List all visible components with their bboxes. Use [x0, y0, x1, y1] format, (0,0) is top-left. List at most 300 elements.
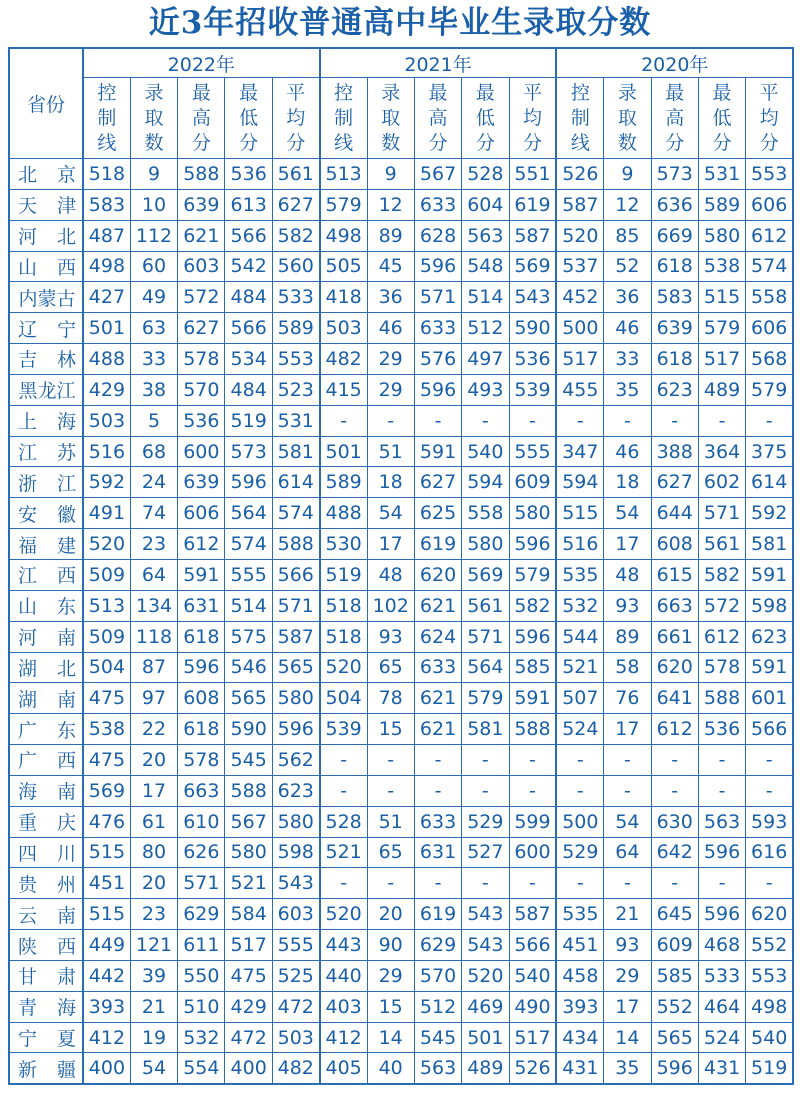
score-cell: 596 [651, 1053, 698, 1084]
score-cell: - [462, 775, 509, 806]
table-row [9, 313, 793, 344]
score-cell: 469 [462, 991, 509, 1022]
score-cell: 553 [272, 344, 319, 375]
score-cell: 588 [272, 529, 319, 560]
score-cell: 15 [367, 714, 414, 745]
score-cell: 518 [83, 159, 130, 190]
score-cell: 22 [130, 714, 177, 745]
province-name: 安 徽 [18, 503, 76, 526]
column-header-label: 最 低 分 [712, 81, 732, 154]
score-cell: 513 [320, 159, 367, 190]
score-cell: 134 [130, 590, 177, 621]
table-row [9, 1022, 793, 1053]
province-name: 河 南 [18, 627, 76, 650]
score-cell: 579 [746, 374, 793, 405]
score-cell: 633 [414, 806, 461, 837]
score-cell: 54 [604, 498, 651, 529]
score-cell: 515 [698, 282, 745, 313]
score-cell: - [556, 775, 603, 806]
score-cell: 563 [414, 1053, 461, 1084]
province-name: 江 西 [18, 565, 76, 588]
score-cell: 627 [272, 189, 319, 220]
score-cell: - [462, 745, 509, 776]
score-cell: 14 [367, 1022, 414, 1053]
column-header [462, 78, 509, 159]
score-cell: 533 [272, 282, 319, 313]
score-cell: 620 [414, 559, 461, 590]
score-cell: 582 [509, 590, 556, 621]
province-name: 江 苏 [18, 442, 76, 465]
score-cell: 33 [130, 344, 177, 375]
score-cell: 576 [414, 344, 461, 375]
score-cell: 589 [272, 313, 319, 344]
score-cell: 118 [130, 621, 177, 652]
table-row [9, 590, 793, 621]
table-row [9, 529, 793, 560]
column-header-label: 录 取 数 [381, 81, 401, 154]
score-cell: 603 [178, 251, 225, 282]
score-cell: - [320, 405, 367, 436]
score-cell: 588 [698, 683, 745, 714]
score-cell: - [698, 775, 745, 806]
score-cell: 544 [556, 621, 603, 652]
score-cell: 628 [414, 220, 461, 251]
column-header-label: 最 高 分 [191, 81, 211, 154]
score-cell: 616 [746, 837, 793, 868]
score-cell: 636 [651, 189, 698, 220]
province-name: 陕 西 [18, 935, 76, 958]
score-cell: - [651, 745, 698, 776]
column-header [604, 78, 651, 159]
score-cell: 535 [556, 559, 603, 590]
score-cell: 581 [272, 436, 319, 467]
score-cell: 489 [462, 1053, 509, 1084]
score-cell: 517 [698, 344, 745, 375]
table-row [9, 868, 793, 899]
province-cell [9, 683, 83, 714]
score-cell: 558 [746, 282, 793, 313]
score-cell: 488 [320, 498, 367, 529]
score-cell: 20 [130, 868, 177, 899]
column-header-label: 最 低 分 [239, 81, 259, 154]
table-row [9, 344, 793, 375]
score-cell: 29 [604, 960, 651, 991]
province-name: 甘 肃 [18, 966, 76, 989]
score-cell: 574 [225, 529, 272, 560]
score-cell: 85 [604, 220, 651, 251]
score-cell: 403 [320, 991, 367, 1022]
score-cell: 375 [746, 436, 793, 467]
score-cell: 550 [178, 960, 225, 991]
score-cell: 613 [225, 189, 272, 220]
score-cell: 524 [698, 1022, 745, 1053]
province-name: 山 西 [18, 256, 76, 279]
score-cell: 451 [556, 930, 603, 961]
score-cell: 609 [651, 930, 698, 961]
score-cell: 17 [367, 529, 414, 560]
score-cell: 619 [509, 189, 556, 220]
score-cell: 24 [130, 467, 177, 498]
score-cell: 596 [414, 374, 461, 405]
province-cell [9, 930, 83, 961]
score-cell: 532 [178, 1022, 225, 1053]
column-header-label: 控 制 线 [97, 81, 117, 154]
score-cell: 560 [272, 251, 319, 282]
score-cell: - [698, 868, 745, 899]
score-cell: - [462, 868, 509, 899]
province-name: 四 川 [18, 842, 76, 865]
column-header-label: 平 均 分 [522, 81, 542, 154]
score-cell: 587 [556, 189, 603, 220]
score-cell: 347 [556, 436, 603, 467]
score-cell: 530 [320, 529, 367, 560]
score-cell: - [651, 405, 698, 436]
score-cell: 543 [462, 930, 509, 961]
province-cell [9, 436, 83, 467]
score-cell: 74 [130, 498, 177, 529]
column-header [272, 78, 319, 159]
score-cell: 620 [651, 652, 698, 683]
score-cell: 565 [651, 1022, 698, 1053]
score-cell: 553 [746, 960, 793, 991]
score-cell: 519 [320, 559, 367, 590]
province-cell [9, 559, 83, 590]
province-name: 吉 林 [18, 349, 76, 372]
score-cell: 434 [556, 1022, 603, 1053]
score-cell: 514 [462, 282, 509, 313]
province-cell [9, 220, 83, 251]
score-cell: 519 [746, 1053, 793, 1084]
score-cell: 431 [556, 1053, 603, 1084]
score-cell: 551 [509, 159, 556, 190]
score-cell: 633 [414, 189, 461, 220]
score-cell: 611 [178, 930, 225, 961]
score-cell: 526 [556, 159, 603, 190]
score-cell: 618 [651, 344, 698, 375]
score-cell: 571 [698, 498, 745, 529]
score-cell: 493 [462, 374, 509, 405]
province-cell [9, 868, 83, 899]
score-cell: 569 [83, 775, 130, 806]
score-cell: 598 [272, 837, 319, 868]
score-cell: 528 [462, 159, 509, 190]
score-cell: 608 [178, 683, 225, 714]
score-cell: 76 [604, 683, 651, 714]
score-cell: 552 [651, 991, 698, 1022]
score-cell: 498 [83, 251, 130, 282]
score-cell: 418 [320, 282, 367, 313]
score-cell: 33 [604, 344, 651, 375]
score-cell: 519 [225, 405, 272, 436]
score-cell: 497 [462, 344, 509, 375]
province-name: 湖 南 [18, 688, 76, 711]
score-cell: 552 [746, 930, 793, 961]
score-cell: - [556, 868, 603, 899]
score-cell: 567 [225, 806, 272, 837]
score-cell: 412 [320, 1022, 367, 1053]
province-name: 山 东 [18, 596, 76, 619]
score-cell: 65 [367, 837, 414, 868]
score-cell: 36 [367, 282, 414, 313]
score-cell: 48 [367, 559, 414, 590]
score-cell: 516 [556, 529, 603, 560]
province-name: 浙 江 [18, 472, 76, 495]
score-cell: 472 [225, 1022, 272, 1053]
score-cell: 555 [509, 436, 556, 467]
score-cell: 543 [462, 899, 509, 930]
score-cell: 574 [746, 251, 793, 282]
score-cell: 588 [225, 775, 272, 806]
score-cell: 627 [414, 467, 461, 498]
score-cell: 400 [83, 1053, 130, 1084]
score-cell: 585 [509, 652, 556, 683]
table-row [9, 189, 793, 220]
score-cell: 35 [604, 374, 651, 405]
score-cell: 561 [272, 159, 319, 190]
column-header [367, 78, 414, 159]
score-cell: 608 [651, 529, 698, 560]
score-cell: 582 [698, 559, 745, 590]
score-cell: 535 [556, 899, 603, 930]
province-cell [9, 775, 83, 806]
year-2022-header: 2022年 [83, 48, 320, 78]
score-cell: 15 [367, 991, 414, 1022]
score-cell: 58 [604, 652, 651, 683]
score-cell: 17 [604, 714, 651, 745]
score-cell: 606 [746, 313, 793, 344]
score-cell: 12 [604, 189, 651, 220]
province-cell [9, 405, 83, 436]
score-cell: - [414, 745, 461, 776]
score-cell: 578 [698, 652, 745, 683]
score-cell: 9 [367, 159, 414, 190]
column-header [509, 78, 556, 159]
score-cell: 521 [225, 868, 272, 899]
score-cell: 545 [414, 1022, 461, 1053]
score-cell: 443 [320, 930, 367, 961]
column-header-row [9, 78, 793, 159]
score-cell: 500 [556, 313, 603, 344]
province-cell [9, 529, 83, 560]
score-cell: 583 [83, 189, 130, 220]
province-cell [9, 590, 83, 621]
score-cell: 536 [698, 714, 745, 745]
score-cell: 412 [83, 1022, 130, 1053]
score-cell: 512 [462, 313, 509, 344]
score-cell: - [414, 868, 461, 899]
year-2020-header: 2020年 [556, 48, 793, 78]
score-cell: 590 [225, 714, 272, 745]
score-cell: 503 [272, 1022, 319, 1053]
score-cell: 533 [698, 960, 745, 991]
score-cell: 618 [651, 251, 698, 282]
province-name: 内蒙古 [18, 287, 76, 310]
score-cell: 540 [746, 1022, 793, 1053]
score-cell: 38 [130, 374, 177, 405]
score-cell: 102 [367, 590, 414, 621]
score-cell: - [414, 775, 461, 806]
province-cell [9, 745, 83, 776]
score-cell: 5 [130, 405, 177, 436]
score-cell: 23 [130, 529, 177, 560]
score-cell: 488 [83, 344, 130, 375]
score-cell: 621 [414, 683, 461, 714]
score-cell: 609 [509, 467, 556, 498]
province-cell [9, 374, 83, 405]
score-cell: 612 [746, 220, 793, 251]
score-cell: 51 [367, 806, 414, 837]
province-name: 福 建 [18, 534, 76, 557]
score-cell: 633 [414, 313, 461, 344]
score-cell: 585 [651, 960, 698, 991]
province-name: 贵 州 [18, 873, 76, 896]
score-cell: 555 [225, 559, 272, 590]
column-header-label: 控 制 线 [334, 81, 354, 154]
score-cell: 515 [556, 498, 603, 529]
score-cell: 484 [225, 374, 272, 405]
score-cell: 614 [746, 467, 793, 498]
score-cell: 12 [367, 189, 414, 220]
score-cell: - [556, 405, 603, 436]
admission-score-table [8, 47, 794, 1085]
score-cell: 93 [367, 621, 414, 652]
score-cell: 621 [414, 590, 461, 621]
score-cell: 536 [225, 159, 272, 190]
score-cell: - [604, 405, 651, 436]
column-header-label: 最 低 分 [475, 81, 495, 154]
score-cell: 596 [509, 529, 556, 560]
score-cell: 592 [83, 467, 130, 498]
score-cell: - [509, 868, 556, 899]
province-cell [9, 313, 83, 344]
score-cell: - [367, 868, 414, 899]
score-cell: 23 [130, 899, 177, 930]
table-row [9, 436, 793, 467]
score-cell: 574 [272, 498, 319, 529]
table-row [9, 960, 793, 991]
score-cell: 513 [83, 590, 130, 621]
score-cell: 452 [556, 282, 603, 313]
score-cell: 631 [414, 837, 461, 868]
score-cell: 594 [556, 467, 603, 498]
score-cell: 52 [604, 251, 651, 282]
score-cell: 49 [130, 282, 177, 313]
score-cell: 579 [698, 313, 745, 344]
score-cell: 591 [178, 559, 225, 590]
score-cell: 515 [83, 837, 130, 868]
score-cell: 472 [272, 991, 319, 1022]
score-cell: 593 [746, 806, 793, 837]
score-cell: 20 [367, 899, 414, 930]
score-cell: 629 [414, 930, 461, 961]
score-cell: 600 [509, 837, 556, 868]
score-cell: 529 [462, 806, 509, 837]
score-cell: 498 [746, 991, 793, 1022]
score-cell: 475 [225, 960, 272, 991]
province-cell [9, 159, 83, 190]
score-cell: 563 [462, 220, 509, 251]
score-cell: 29 [367, 344, 414, 375]
score-cell: 580 [272, 806, 319, 837]
score-cell: 540 [509, 960, 556, 991]
table-row [9, 930, 793, 961]
score-cell: 627 [178, 313, 225, 344]
score-cell: - [698, 405, 745, 436]
province-name: 海 南 [18, 781, 76, 804]
score-cell: 39 [130, 960, 177, 991]
score-cell: - [604, 775, 651, 806]
province-cell [9, 189, 83, 220]
score-cell: 669 [651, 220, 698, 251]
score-cell: 621 [414, 714, 461, 745]
score-cell: 48 [604, 559, 651, 590]
score-cell: - [604, 868, 651, 899]
score-cell: 393 [83, 991, 130, 1022]
score-cell: - [414, 405, 461, 436]
column-header [178, 78, 225, 159]
score-cell: 427 [83, 282, 130, 313]
table-row [9, 806, 793, 837]
score-cell: 17 [604, 529, 651, 560]
score-cell: 468 [698, 930, 745, 961]
score-cell: 571 [272, 590, 319, 621]
score-cell: 596 [272, 714, 319, 745]
score-cell: 592 [746, 498, 793, 529]
score-cell: 87 [130, 652, 177, 683]
score-cell: 537 [556, 251, 603, 282]
score-cell: 93 [604, 930, 651, 961]
score-cell: 21 [130, 991, 177, 1022]
score-cell: 46 [367, 313, 414, 344]
score-cell: 623 [746, 621, 793, 652]
score-cell: 591 [414, 436, 461, 467]
score-cell: 565 [225, 683, 272, 714]
score-cell: 580 [272, 683, 319, 714]
score-cell: - [746, 868, 793, 899]
score-cell: 525 [272, 960, 319, 991]
score-cell: 555 [272, 930, 319, 961]
score-cell: - [509, 775, 556, 806]
score-cell: 539 [509, 374, 556, 405]
table-row [9, 498, 793, 529]
score-cell: 619 [414, 899, 461, 930]
score-cell: 507 [556, 683, 603, 714]
score-cell: 505 [320, 251, 367, 282]
score-cell: 529 [556, 837, 603, 868]
score-cell: 573 [225, 436, 272, 467]
score-cell: 596 [698, 837, 745, 868]
province-cell [9, 282, 83, 313]
table-row [9, 991, 793, 1022]
score-cell: 475 [83, 745, 130, 776]
table-row [9, 899, 793, 930]
score-cell: 587 [509, 899, 556, 930]
score-cell: 561 [698, 529, 745, 560]
score-cell: 509 [83, 621, 130, 652]
score-cell: 545 [225, 745, 272, 776]
score-cell: - [746, 775, 793, 806]
score-cell: 580 [698, 220, 745, 251]
score-cell: 504 [320, 683, 367, 714]
score-cell: 581 [462, 714, 509, 745]
score-cell: 627 [651, 467, 698, 498]
score-cell: 520 [462, 960, 509, 991]
score-cell: 570 [414, 960, 461, 991]
score-cell: 596 [414, 251, 461, 282]
score-cell: 97 [130, 683, 177, 714]
score-cell: 46 [604, 313, 651, 344]
score-cell: 17 [604, 991, 651, 1022]
